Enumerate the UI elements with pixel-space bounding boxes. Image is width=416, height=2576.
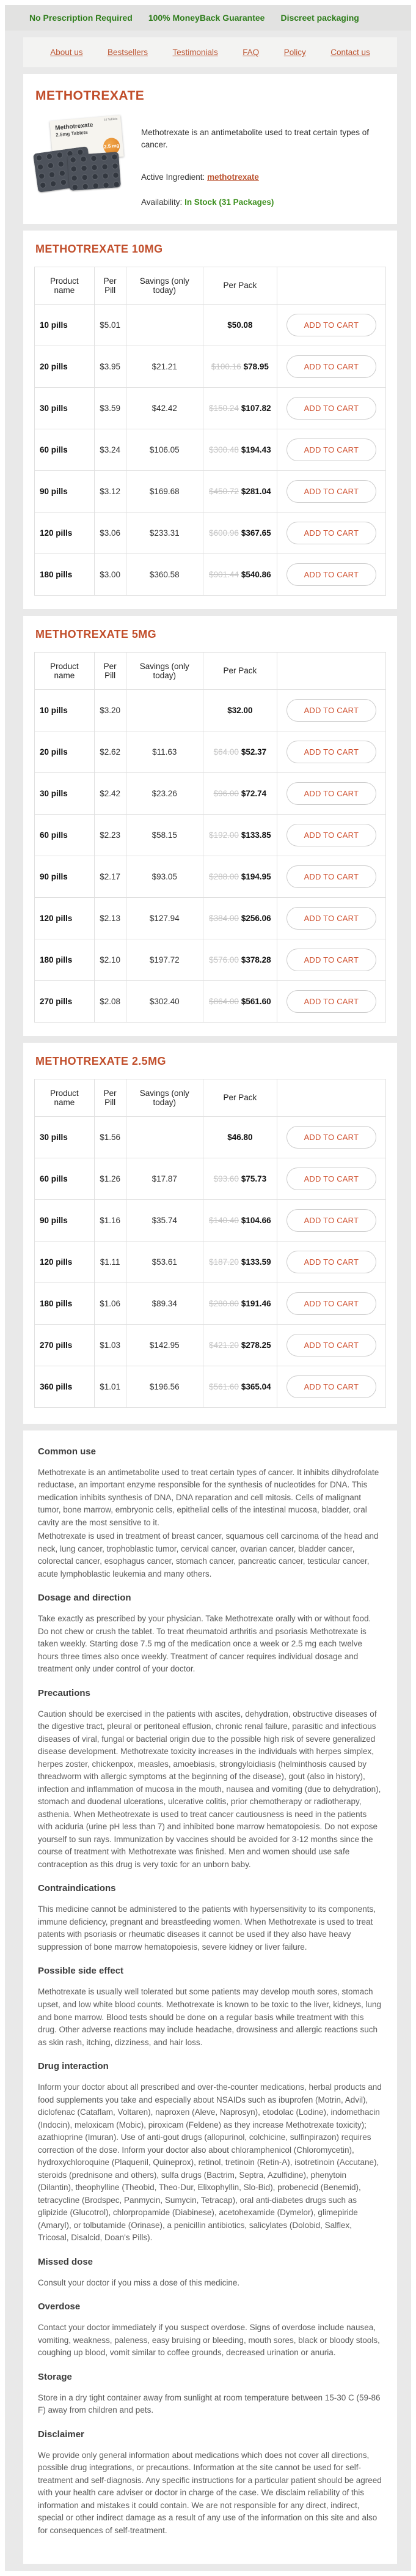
topbar-moneyback: 100% MoneyBack Guarantee [148,13,265,23]
product-name-cell: 120 pills [35,512,95,553]
savings-cell [126,304,203,346]
add-to-cart-button[interactable]: ADD TO CART [286,439,377,461]
per-pack-cell [203,1282,277,1324]
savings-cell: $127.94 [126,897,203,939]
product-box-name: Methotrexate [54,122,93,132]
drug-info-card [23,1430,397,2564]
per-pack-cell [203,387,277,429]
old-price: $280.80 [209,1298,239,1308]
product-name-cell: 90 pills [35,1199,95,1241]
add-to-cart-cell [277,304,385,346]
per-pack-cell [203,689,277,731]
pricing-table-wrap [34,652,386,1036]
info-section [38,1883,382,1953]
info-paragraph: Methotrexate is an antimetabolite used to treat certain types of cancer. It inhibits dihydrofolate reductase, an important enzyme responsible for the synthesis of nucleotides for DNA. This medication inhibits synthesis of DNA, DNA reparation and cell mitosis. Cells of malignant tumor, bone marrow, embryonic cells, epithelial cells of the intestinal mucosa, bladder, oral cavity are the most sensitive to it. [38,1467,379,1527]
per-pill-cell: $1.26 [94,1158,126,1199]
product-image [35,117,130,196]
info-paragraph: Inform your doctor about all prescribed and over-the-counter medications, herbal products and food supplements you take and especially about NSAIDs such as ibuprofen (Motrin, Advil), diclofenac (Cataflam, Voltaren), naproxen (Aleve, Naprosyn), etodolac (Lodine), indomethacin (Indocin), meloxicam (Mobic), piroxicam (Feldene) as they increase Methotrexate toxicity); azathioprine (Imuran). Use of anti-gout drugs (allopurinol, colchicine, sulfinpirazon) requires correction of the dose. Inform your doctor also about chloramphenicol (Chloromycetin), hydroxychloroquine (Plaquenil, Quineprox), retinol, tretinoin (Retin-A), isotretinoin (Accutane), steroids (prednisone and others), sulfa drugs (Bactrim, Septra, Azulfidine), phenytoin (Dilantin), theophylline (Theobid, Theo-Dur, Elixophyllin, Slo-Bid), probenecid (Benemid), tetracycline (Brodspec, Panmycin, Sumycin, Tetracap), oral anti-diabetes drugs such as glipizide (Glucotrol), chlorpropamide (Diabinese), acetohexamide (Dymelor), glimepiride (Amaryl), or tolbutamide (Orinase), a penicillin antibiotics, salicylates (Dolobid, Salflex, Tricosal, Disalcid, Doan's Pills). [38,2082,382,2243]
product-name-cell: 90 pills [35,470,95,512]
product-name-cell: 20 pills [35,346,95,387]
active-ingredient [141,172,259,182]
product-name-cell: 60 pills [35,814,95,856]
add-to-cart-cell [277,553,385,595]
pricing-table [34,267,386,596]
info-section-heading: Overdose [38,2301,81,2312]
add-to-cart-button[interactable]: ADD TO CART [286,1375,377,1398]
per-pack-cell [203,512,277,553]
content-area [5,37,411,2564]
info-section [38,2257,382,2290]
old-price: $300.48 [209,445,239,454]
active-ingredient-link[interactable]: methotrexate [207,172,259,182]
add-to-cart-cell [277,387,385,429]
pricing-section-title: METHOTREXATE 5MG [35,627,157,640]
table-row [35,1241,386,1282]
add-to-cart-cell [277,1324,385,1366]
per-pack-cell [203,772,277,814]
table-row [35,1282,386,1324]
per-pill-cell: $2.17 [94,856,126,897]
add-to-cart-button[interactable]: ADD TO CART [286,782,377,805]
per-pill-cell: $3.20 [94,689,126,731]
info-paragraph: Methotrexate is used in treatment of breast cancer, squamous cell carcinoma of the head and neck, lung cancer, trophoblastic tumor, cervical cancer, ovarian cancer, bladder cancer, colorectal cancer, esophagus cancer, stomach cancer, pancreatic cancer, testicular cancer, acute lymphoblastic leukemia and many others. [38,1531,379,1579]
table-row [35,980,386,1022]
per-pill-cell: $2.10 [94,939,126,980]
product-name-cell: 10 pills [35,689,95,731]
old-price: $140.40 [209,1215,239,1225]
per-pack-cell [203,939,277,980]
pricing-table [34,1079,386,1408]
info-section [38,2061,382,2245]
nav-link-faq[interactable]: FAQ [243,48,260,57]
pricing-sections [23,231,397,1424]
add-to-cart-button[interactable]: ADD TO CART [286,1251,377,1273]
per-pack-cell [203,814,277,856]
column-header: Per Pack [203,1079,277,1116]
pricing-section [23,1043,397,1424]
navbar [23,37,397,67]
savings-cell: $302.40 [126,980,203,1022]
add-to-cart-cell [277,897,385,939]
per-pill-cell: $1.03 [94,1324,126,1366]
add-to-cart-cell [277,1282,385,1324]
old-price: $864.00 [209,996,239,1006]
pack-price: $104.66 [241,1215,271,1225]
per-pill-cell: $3.95 [94,346,126,387]
product-name-cell: 60 pills [35,429,95,470]
per-pill-cell: $3.24 [94,429,126,470]
old-price: $192.00 [209,830,239,840]
table-row [35,814,386,856]
add-to-cart-cell [277,814,385,856]
pricing-table-wrap [34,267,386,609]
product-name-cell: 20 pills [35,731,95,772]
pack-price: $367.65 [241,528,271,538]
add-to-cart-cell [277,1158,385,1199]
savings-cell: $197.72 [126,939,203,980]
active-ingredient-label: Active Ingredient: [141,172,205,182]
per-pill-cell: $2.13 [94,897,126,939]
add-to-cart-button[interactable]: ADD TO CART [286,1168,377,1190]
pricing-table [34,652,386,1023]
per-pack-cell [203,553,277,595]
blister-pack [67,152,121,191]
old-price: $64.00 [213,747,239,757]
nav-link-bestsellers[interactable]: Bestsellers [108,48,148,57]
old-price: $450.72 [209,486,239,496]
add-to-cart-button[interactable]: ADD TO CART [286,563,377,586]
savings-cell: $233.31 [126,512,203,553]
info-section [38,2372,382,2417]
stock-status: In Stock (31 Packages) [184,197,274,207]
add-to-cart-cell [277,1366,385,1407]
savings-cell: $11.63 [126,731,203,772]
info-paragraph: Consult your doctor if you miss a dose of this medicine. [38,2278,240,2287]
per-pill-cell: $1.56 [94,1116,126,1158]
per-pill-cell: $2.23 [94,814,126,856]
product-box-dose: 2.5mg Tablets [55,129,89,138]
old-price: $288.00 [209,872,239,881]
pack-price: $191.46 [241,1298,271,1308]
savings-cell: $21.21 [126,346,203,387]
old-price: $600.96 [209,528,239,538]
info-paragraph: Methotrexate is usually well tolerated but some patients may develop mouth sores, stomach upset, and low white blood counts. Methotrexate is known to be toxic to the liver, kidneys, lung and bone marrow. Blood tests should be done on a regular basis while treatment with this drug. Other adverse reactions may include headache, drowsiness and allergic reactions such as skin rash, itching, dizziness, and hair loss. [38,1987,382,2047]
add-to-cart-cell [277,1199,385,1241]
per-pill-cell: $5.01 [94,304,126,346]
add-to-cart-button[interactable]: ADD TO CART [286,949,377,971]
table-row [35,346,386,387]
savings-cell: $196.56 [126,1366,203,1407]
pack-price: $52.37 [241,747,267,757]
add-to-cart-button[interactable]: ADD TO CART [286,824,377,846]
product-name-cell: 120 pills [35,1241,95,1282]
savings-cell: $142.95 [126,1324,203,1366]
product-box-count: 24 Tablets [103,117,118,122]
per-pack-cell [203,1241,277,1282]
info-section [38,2429,382,2537]
savings-cell: $93.05 [126,856,203,897]
pack-price: $194.43 [241,445,271,454]
column-header: Product name [35,267,95,304]
per-pack-cell [203,1324,277,1366]
pack-price: $75.73 [241,1174,267,1183]
old-price: $561.60 [209,1382,239,1391]
column-header: Per Pill [94,1079,126,1116]
nav-link-policy[interactable]: Policy [283,48,306,57]
column-header: Product name [35,1079,95,1116]
info-section-heading: Missed dose [38,2256,93,2267]
old-price: $421.20 [209,1340,239,1350]
pack-price: $278.25 [241,1340,271,1350]
add-to-cart-cell [277,856,385,897]
per-pill-cell: $3.00 [94,553,126,595]
topbar [5,5,411,31]
table-header-row [35,1079,386,1116]
info-section-heading: Contraindications [38,1883,116,1894]
pack-price: $133.85 [241,830,271,840]
pack-price: $378.28 [241,955,271,964]
table-row [35,1158,386,1199]
info-section-heading: Possible side effect [38,1966,124,1977]
add-to-cart-button[interactable]: ADD TO CART [286,397,377,420]
info-paragraph: Contact your doctor immediately if you suspect overdose. Signs of overdose include nausea, vomiting, weakness, paleness, easy bruising or bleeding, mouth sores, black or bloody stools, coughing up blood, vomit similar to coffee grounds, decreased urination or anuria. [38,2323,380,2358]
savings-cell [126,1116,203,1158]
product-name-cell: 30 pills [35,1116,95,1158]
pack-price: $50.08 [227,320,253,330]
per-pill-cell: $3.12 [94,470,126,512]
pricing-section [23,616,397,1036]
nav-link-contact-us[interactable]: Contact us [330,48,370,57]
table-row [35,304,386,346]
product-name-cell: 10 pills [35,304,95,346]
add-to-cart-cell [277,346,385,387]
table-row [35,939,386,980]
add-to-cart-cell [277,1116,385,1158]
pack-price: $256.06 [241,913,271,923]
table-header-row [35,652,386,689]
savings-cell: $35.74 [126,1199,203,1241]
column-header: Savings (only today) [126,652,203,689]
savings-cell [126,689,203,731]
per-pack-cell [203,856,277,897]
product-name-cell: 30 pills [35,387,95,429]
actions-column-header [277,267,385,304]
add-to-cart-button[interactable]: ADD TO CART [286,1126,377,1149]
table-row [35,731,386,772]
savings-cell: $58.15 [126,814,203,856]
per-pill-cell: $3.06 [94,512,126,553]
table-row [35,856,386,897]
table-row [35,1366,386,1407]
pricing-section-title: METHOTREXATE 2.5MG [35,1054,166,1067]
per-pill-cell: $1.01 [94,1366,126,1407]
info-section-heading: Dosage and direction [38,1593,131,1604]
info-paragraph: We provide only general information about medications which does not cover all directions, possible drug integrations, or precautions. Information at the site cannot be used for self-treatment and self-diagnosis. Any specific instructions for a particular patient should be agreed with your health care adviser or doctor in charge of the case. We disclaim reliability of this information and mistakes it could contain. We are not responsible for any direct, indirect, special or other indirect damage as a result of any use of the information on this site and also for consequences of self-treatment. [38,2450,382,2535]
product-meta [141,172,385,207]
info-section-heading: Drug interaction [38,2061,109,2072]
availability [141,198,274,207]
add-to-cart-cell [277,429,385,470]
add-to-cart-cell [277,512,385,553]
per-pack-cell [203,980,277,1022]
savings-cell: $360.58 [126,553,203,595]
per-pill-cell: $2.08 [94,980,126,1022]
product-name-cell: 180 pills [35,1282,95,1324]
pack-price: $78.95 [243,361,269,371]
add-to-cart-cell [277,980,385,1022]
info-paragraph: Store in a dry tight container away from sunlight at room temperature between 15-30 C (59-86 F) away from children and pets. [38,2393,381,2415]
nav-link-testimonials[interactable]: Testimonials [172,48,218,57]
info-paragraph: Take exactly as prescribed by your physician. Take Methotrexate orally with or without food. Do not chew or crush the tablet. To treat rheumatoid arthritis and psoriasis Methotrexate is taken weekly. Starting dose 7.5 mg of the medication once a week or 2.5 mg each twelve hours three times also once weekly. Treatment of cancer requires individual dosage and treatment only under control of your doctor. [38,1614,371,1674]
table-row [35,512,386,553]
pack-price: $365.04 [241,1382,271,1391]
per-pack-cell [203,346,277,387]
table-row [35,429,386,470]
per-pill-cell: $1.16 [94,1199,126,1241]
per-pack-cell [203,470,277,512]
per-pack-cell [203,1158,277,1199]
actions-column-header [277,652,385,689]
per-pack-cell [203,1116,277,1158]
product-info [130,117,385,207]
add-to-cart-button[interactable]: ADD TO CART [286,522,377,544]
per-pack-cell [203,304,277,346]
page [5,5,411,2571]
add-to-cart-button[interactable]: ADD TO CART [286,1209,377,1232]
info-section [38,1593,382,1676]
savings-cell: $17.87 [126,1158,203,1199]
old-price: $187.20 [209,1257,239,1267]
old-price: $150.24 [209,403,239,413]
product-name-cell: 120 pills [35,897,95,939]
column-header: Per Pill [94,652,126,689]
product-name-cell: 60 pills [35,1158,95,1199]
old-price: $93.60 [213,1174,239,1183]
table-row [35,772,386,814]
product-overview-card [23,74,397,224]
pack-price: $133.59 [241,1257,271,1267]
column-header: Product name [35,652,95,689]
table-header-row [35,267,386,304]
info-section [38,1688,382,1871]
per-pill-cell: $3.59 [94,387,126,429]
add-to-cart-cell [277,470,385,512]
add-to-cart-button[interactable]: ADD TO CART [286,480,377,503]
per-pill-cell: $1.11 [94,1241,126,1282]
savings-cell: $106.05 [126,429,203,470]
per-pack-cell [203,731,277,772]
table-row [35,1116,386,1158]
actions-column-header [277,1079,385,1116]
product-name-cell: 270 pills [35,1324,95,1366]
table-row [35,1199,386,1241]
topbar-no-prescription: No Prescription Required [29,13,133,23]
add-to-cart-cell [277,939,385,980]
old-price: $901.44 [209,569,239,579]
pack-price: $32.00 [227,705,253,715]
column-header: Per Pack [203,267,277,304]
pricing-table-wrap [34,1079,386,1421]
table-row [35,387,386,429]
product-name-cell: 360 pills [35,1366,95,1407]
add-to-cart-cell [277,731,385,772]
pack-price: $194.95 [241,872,271,881]
pricing-section-title: METHOTREXATE 10MG [35,242,163,255]
old-price: $384.00 [209,913,239,923]
table-row [35,689,386,731]
table-row [35,553,386,595]
info-section-heading: Disclaimer [38,2429,84,2440]
add-to-cart-button[interactable]: ADD TO CART [286,1292,377,1315]
add-to-cart-button[interactable]: ADD TO CART [286,1334,377,1356]
table-row [35,1324,386,1366]
table-row [35,897,386,939]
column-header: Per Pill [94,267,126,304]
per-pack-cell [203,1199,277,1241]
per-pack-cell [203,897,277,939]
info-section [38,2301,382,2359]
old-price: $576.00 [209,955,239,964]
product-description: Methotrexate is an antimetabolite used to treat certain types of cancer. [141,128,369,150]
savings-cell: $42.42 [126,387,203,429]
add-to-cart-cell [277,1241,385,1282]
pack-price: $46.80 [227,1132,253,1142]
per-pack-cell [203,429,277,470]
add-to-cart-button[interactable]: ADD TO CART [286,741,377,763]
add-to-cart-button[interactable]: ADD TO CART [286,990,377,1013]
info-section-heading: Storage [38,2371,72,2382]
info-section-heading: Common use [38,1446,97,1457]
add-to-cart-cell [277,772,385,814]
per-pill-cell: $2.62 [94,731,126,772]
product-name-cell: 90 pills [35,856,95,897]
add-to-cart-button[interactable]: ADD TO CART [286,355,377,378]
pack-price: $72.74 [241,788,267,798]
info-paragraph: This medicine cannot be administered to the patients with hypersensitivity to its components, immune deficiency, pregnant and breastfeeding women. When Methotrexate is used to treat patents with psoriasis or rheumatic diseases it cannot be used if they also have heavy suppression of bone marrow hematopoiesis, severe kidney or liver failure. [38,1904,376,1952]
product-name-cell: 270 pills [35,980,95,1022]
savings-cell: $23.26 [126,772,203,814]
pack-price: $561.60 [241,996,271,1006]
product-name-cell: 180 pills [35,939,95,980]
per-pill-cell: $1.06 [94,1282,126,1324]
per-pill-cell: $2.42 [94,772,126,814]
pack-price: $107.82 [241,403,271,413]
table-row [35,470,386,512]
add-to-cart-button[interactable]: ADD TO CART [286,314,377,336]
pack-price: $281.04 [241,486,271,496]
savings-cell: $89.34 [126,1282,203,1324]
page-title: METHOTREXATE [35,89,145,103]
info-section [38,1446,382,1581]
savings-cell: $169.68 [126,470,203,512]
old-price: $100.16 [211,361,241,371]
add-to-cart-button[interactable]: ADD TO CART [286,865,377,888]
old-price: $96.00 [213,788,239,798]
column-header: Savings (only today) [126,1079,203,1116]
nav-link-about-us[interactable]: About us [50,48,83,57]
add-to-cart-button[interactable]: ADD TO CART [286,699,377,722]
column-header: Per Pack [203,652,277,689]
add-to-cart-cell [277,689,385,731]
info-section-heading: Precautions [38,1687,90,1698]
product-box-badge: 2.5 mg [103,137,120,155]
savings-cell: $53.61 [126,1241,203,1282]
add-to-cart-button[interactable]: ADD TO CART [286,907,377,930]
per-pack-cell [203,1366,277,1407]
availability-label: Availability: [141,197,183,207]
pack-price: $540.86 [241,569,271,579]
info-paragraph: Caution should be exercised in the patients with ascites, dehydration, obstructive diseases of the digestive tract, pleural or peritoneal effusion, chronic renal failure, parasitic and infectious diseases of viral, fungal or bacterial origin due to the possible high risk of severe generalized disease development. Methotrexate toxicity increases in the individuals with herpes simplex, herpes zoster, chickenpox, measles, amoebiasis, strongyloidiasis (helminthosis caused by threadworm with allergic symptoms at the beginning of the disease), gout (also in history), infection and inflammation of mucosa in the mouth, nausea and vomiting (due to dehydration), stomach and duodenal ulcerations, ulcerative colitis, prior chemotherapy or radiotherapy, asthenia. When Metheotrexate is used to treat cancer cautiousness is need in the patients with aciduria (urine pH less than 7) and inhibited bone marrow hematopoiesis. Do not expose yourself to sun rays. Immunization by vaccines should be avoided for 3-12 months since the course of treatment with Methotrexate was finished. Men and women should use safe contraception as this drug is very toxic for an unborn baby. [38,1709,381,1869]
product-name-cell: 30 pills [35,772,95,814]
product-name-cell: 180 pills [35,553,95,595]
info-section [38,1966,382,2049]
column-header: Savings (only today) [126,267,203,304]
topbar-discreet-packaging: Discreet packaging [280,13,359,23]
pricing-section [23,231,397,609]
